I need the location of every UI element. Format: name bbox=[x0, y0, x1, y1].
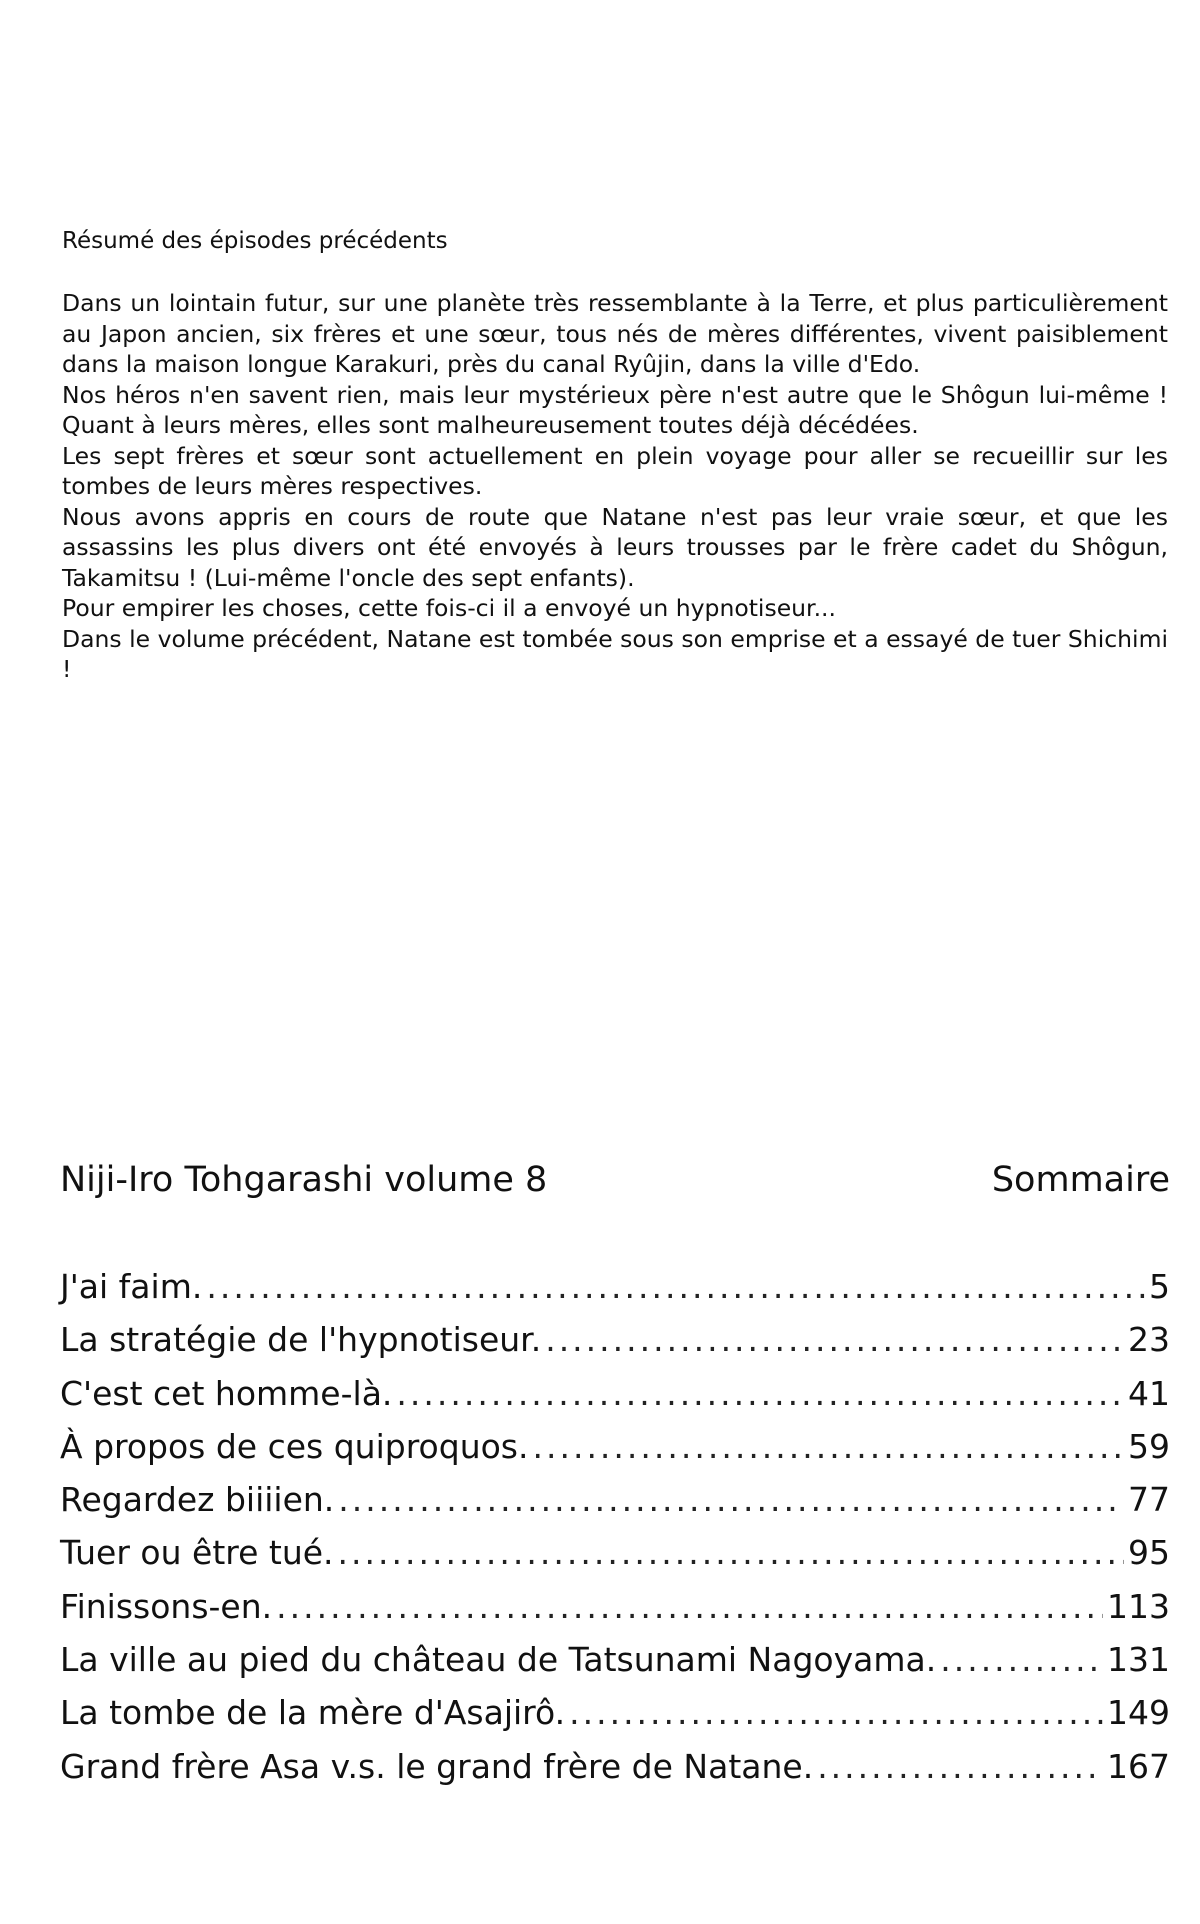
page-number: 5 bbox=[1149, 1267, 1170, 1306]
dot-leader bbox=[338, 1473, 1124, 1526]
chapter-title: La stratégie de l'hypnotiseur. bbox=[60, 1320, 542, 1360]
dot-leader bbox=[338, 1526, 1124, 1579]
summary-paragraph: Les sept frères et sœur sont actuellement en plein voyage pour aller se recueillir sur les tombes de leurs mères respectives. bbox=[62, 441, 1168, 500]
dot-leader bbox=[817, 1740, 1103, 1793]
dot-leader bbox=[532, 1420, 1124, 1473]
page-number: 59 bbox=[1128, 1426, 1170, 1466]
dot-leader bbox=[545, 1313, 1124, 1366]
toc-entry[interactable] bbox=[60, 1313, 1170, 1366]
dot-leader bbox=[569, 1686, 1103, 1739]
toc-entry[interactable] bbox=[60, 1367, 1170, 1420]
table-of-contents bbox=[60, 1260, 1170, 1793]
summary-paragraph: Nous avons appris en cours de route que Natane n'est pas leur vraie sœur, et que les assassins les plus divers ont été envoyés à leurs trousses par le frère cadet du Shôgun, Takamitsu ! (Lui-même l'oncle des sept enfants). bbox=[62, 502, 1168, 592]
chapter-title: Finissons-en. bbox=[60, 1586, 273, 1626]
summary-paragraph: Nos héros n'en savent rien, mais leur mystérieux père n'est autre que le Shôgun lui-même ! Quant à leurs mères, elles sont malheureusement toutes déjà décédées. bbox=[62, 380, 1168, 439]
toc-entry[interactable] bbox=[60, 1260, 1170, 1313]
toc-heading: Sommaire bbox=[991, 1160, 1170, 1200]
chapter-title: J'ai faim. bbox=[60, 1267, 203, 1306]
chapter-title: La ville au pied du château de Tatsunami Nagoyama. bbox=[60, 1640, 937, 1680]
toc-entry[interactable] bbox=[60, 1580, 1170, 1633]
chapter-title: Tuer ou être tué. bbox=[60, 1533, 334, 1573]
toc-entry[interactable] bbox=[60, 1740, 1170, 1793]
chapter-title: La tombe de la mère d'Asajirô. bbox=[60, 1693, 566, 1733]
summary-paragraph: Dans un lointain futur, sur une planète très ressemblante à la Terre, et plus particulièrement au Japon ancien, six frères et une sœur, tous nés de mères différentes, vivent paisiblement dans la maison longue Karakuri, près du canal Ryûjin, dans la ville d'Edo. bbox=[62, 289, 1168, 378]
episode-summary bbox=[62, 226, 1168, 685]
dot-leader bbox=[396, 1367, 1124, 1420]
page-number: 149 bbox=[1107, 1693, 1170, 1733]
chapter-title: Regardez biiiien. bbox=[60, 1480, 335, 1520]
toc-entry[interactable] bbox=[60, 1473, 1170, 1526]
page-number: 77 bbox=[1128, 1480, 1170, 1520]
dot-leader bbox=[206, 1260, 1145, 1313]
dot-leader bbox=[276, 1580, 1103, 1633]
summary-paragraph: Dans le volume précédent, Natane est tombée sous son emprise et a essayé de tuer Shichimi ! bbox=[62, 624, 1168, 683]
page-number: 95 bbox=[1128, 1533, 1170, 1573]
toc-entry[interactable] bbox=[60, 1633, 1170, 1686]
summary-title: Résumé des épisodes précédents bbox=[62, 228, 448, 254]
page-number: 23 bbox=[1128, 1320, 1170, 1360]
chapter-title: C'est cet homme-là. bbox=[60, 1373, 393, 1413]
summary-paragraph: Pour empirer les choses, cette fois-ci il a envoyé un hypnotiseur... bbox=[62, 594, 836, 622]
summary-body bbox=[62, 288, 1168, 685]
chapter-title: À propos de ces quiproquos. bbox=[60, 1426, 529, 1466]
toc-header bbox=[60, 1160, 1170, 1210]
toc-entry[interactable] bbox=[60, 1686, 1170, 1739]
page-number: 41 bbox=[1128, 1373, 1170, 1413]
volume-title: Niji-Iro Tohgarashi volume 8 bbox=[60, 1160, 548, 1200]
page-number: 167 bbox=[1107, 1746, 1170, 1786]
page-number: 113 bbox=[1107, 1586, 1170, 1626]
page-number: 131 bbox=[1107, 1640, 1170, 1680]
chapter-title: Grand frère Asa v.s. le grand frère de Natane. bbox=[60, 1746, 814, 1786]
dot-leader bbox=[940, 1633, 1103, 1686]
toc-entry[interactable] bbox=[60, 1420, 1170, 1473]
toc-entry[interactable] bbox=[60, 1526, 1170, 1579]
